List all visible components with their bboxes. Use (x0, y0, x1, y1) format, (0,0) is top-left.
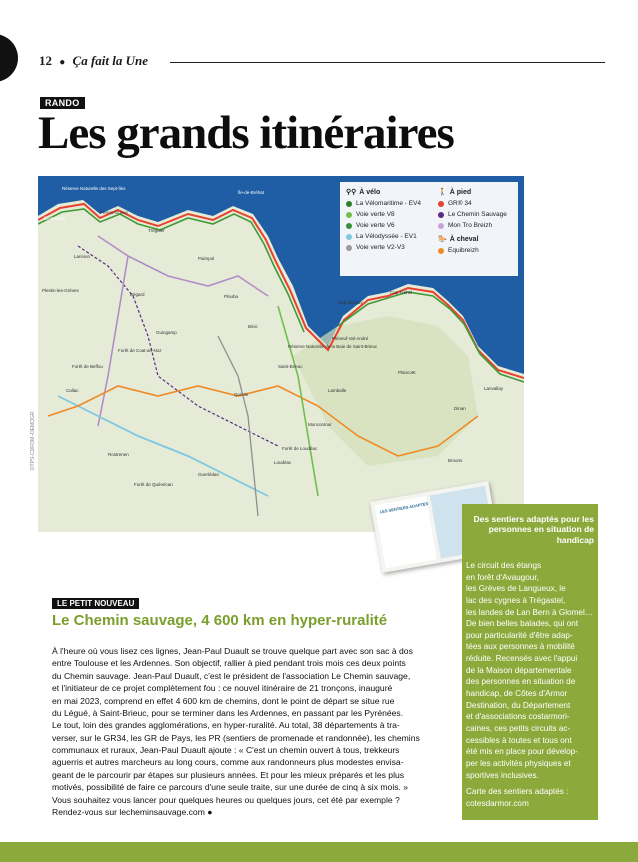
footer-band (0, 842, 638, 862)
map-legend (340, 182, 518, 276)
page-number: 12 (39, 53, 52, 68)
map-label: Rostrenen (108, 452, 129, 457)
map-label: Dinan (454, 406, 466, 411)
legend-item-label: Voie verte V6 (356, 222, 395, 229)
article-title: Le Chemin sauvage, 4 600 km en hyper-ruralité (52, 612, 388, 629)
map-label: Forêt de Beffou (72, 364, 103, 369)
legend-item (438, 200, 507, 207)
brochure-title: LES SENTIERS ADAPTÉS (379, 500, 429, 515)
article-tag: LE PETIT NOUVEAU (52, 598, 139, 609)
legend-horse-title: À cheval (449, 235, 479, 243)
page-edge-tab (0, 34, 18, 82)
legend-item (346, 244, 421, 251)
bike-icon: ⚲⚲ (346, 189, 357, 196)
map-label: Réserve Naturelle des Sept-Îles (62, 186, 126, 191)
map-label: Lannion (74, 254, 91, 259)
map-label: Lamballe (328, 388, 347, 393)
map-label: Moncontour (308, 422, 332, 427)
sidebar-footer: Carte des sentiers adaptés : cotesdarmor.com (466, 787, 569, 808)
map-label: Callac (66, 388, 79, 393)
legend-item-label: Equibreizh (448, 247, 479, 254)
map-label: Binic (248, 324, 258, 329)
legend-horse-head (438, 235, 507, 243)
legend-item (346, 211, 421, 218)
legend-foot-head (438, 188, 507, 196)
rubric-tag: RANDO (40, 97, 85, 109)
map-label: Paimpol (198, 256, 215, 261)
map-label: Île-de-Bréhat (238, 190, 265, 195)
sidebar-title: Des sentiers adaptés pour les personnes en situation de handicap (473, 514, 594, 545)
map-label: Tréguier (148, 228, 165, 233)
legend-item-label: Mon Tro Breizh (448, 222, 493, 229)
legend-foot-title: À pied (449, 188, 472, 196)
legend-item-label: GR® 34 (448, 200, 472, 207)
map-label: Plancoët (398, 370, 416, 375)
article-body: À l'heure où vous lisez ces lignes, Jean-Paul Duault se trouve quelque part avec son sac à dos entre Toulouse et les Ardennes. Son objectif, rallier à pied pendant trois mois ces deux points du Chemin sauvage. Jean-Paul Duault, c'est le président de l'association Le Chemin sauvage, et l'initiateur de ce projet complètement fou : ce nouvel itinéraire de 21 tronçons, inauguré en mai 2023, comprend en effet 4 600 km de chemins, dont le point de départ se situe rue du Légué, à Saint-Brieuc, pour se terminer dans les Ardennes, en passant par les Pyrénées. Le tout, loin des grandes agglomérations, en hyper-ruralité. Au total, 38 départements à tra- verser, sur le GR34, les GR de Pays, les PR (sentiers de promenade et randonnée), les chemins communaux et ruraux, Jean-Paul Duault ajoute : « C'est un chemin ouvert à tous, trekkeurs aguerris et autres marcheurs au long cours, comme aux randonneurs plus modestes envisa- geant de le parcourir par étapes sur plusieurs années. Et pour les mieux préparés et les plus motivés, possibilité de faire ce parcours d'une seule traite, sur une durée de cinq à six mois. » Vous souhaitez vous lancer pour quelques heures ou quelques jours, cet été par exemple ? Rendez-vous sur lecheminsauvage.com ● (52, 646, 420, 817)
map-label: Quintin (234, 392, 249, 397)
map-label: Lanvallay (484, 386, 504, 391)
map-label: Forêt de Coat-an-Noz (118, 348, 162, 353)
legend-item (346, 200, 421, 207)
legend-swatch (438, 248, 444, 254)
legend-item-label: La Vélomaritime - EV4 (356, 200, 422, 207)
legend-swatch (438, 201, 444, 207)
legend-bike-head (346, 188, 421, 196)
legend-swatch (438, 212, 444, 218)
legend-item (438, 211, 507, 218)
map-label: Perros-Guirec (100, 210, 129, 215)
header-rule (170, 62, 605, 63)
horse-icon: 🐎 (438, 236, 447, 243)
legend-swatch (346, 234, 352, 240)
legend-item (438, 247, 507, 254)
legend-swatch (346, 212, 352, 218)
map-label: Plestin-les-Grèves (42, 288, 79, 293)
legend-item-label: La Vélodyssée - EV1 (356, 233, 417, 240)
page-title: Les grands itinéraires (38, 107, 454, 159)
legend-foot (438, 188, 507, 258)
sidebar-box (462, 504, 598, 820)
map-label: Cap Fréhel (390, 290, 413, 295)
legend-swatch (438, 223, 444, 229)
running-header (39, 53, 148, 69)
map-label: Broons (448, 458, 463, 463)
map-label: Loudéac (274, 460, 292, 465)
map-label: Pléneuf-Val-André (332, 336, 369, 341)
map-label: Forêt de Quénécan (134, 482, 173, 487)
map-label: Saint-Brieuc (278, 364, 303, 369)
map-label: Île-Grande (44, 216, 66, 221)
legend-item-label: Voie verte V8 (356, 211, 395, 218)
legend-item (438, 222, 507, 229)
map-credit: DTPS-CDFOM–DEMOGR (30, 411, 36, 470)
section-name: Ça fait la Une (72, 53, 149, 68)
map-label: Plouha (224, 294, 239, 299)
legend-bike-title: À vélo (359, 188, 381, 196)
legend-swatch (346, 245, 352, 251)
legend-item (346, 222, 421, 229)
map-label: Forêt de Loudéac (282, 446, 318, 451)
legend-bike (346, 188, 421, 255)
map-label: Bégard (130, 292, 145, 297)
legend-item (346, 233, 421, 240)
map-label: Guerlédan (198, 472, 220, 477)
hiker-icon: 🚶 (438, 189, 447, 196)
map-label: Guingamp (156, 330, 177, 335)
map-label: Réserve Naturelle de la Baie de Saint-Brieuc (288, 344, 378, 349)
header-separator: ● (59, 57, 66, 68)
legend-swatch (346, 201, 352, 207)
sidebar-body: Le circuit des étangs en forêt d'Avaugour, les Grèves de Langueux, le lac des cygnes à Trégastel, les landes de Lan Bern à Glomel… De bien belles balades, qui ont pour particularité d'être adap- tées aux personnes à mobilité réduite. Recensés avec l'appui de la Maison départementale des personnes en situation de handicap, de Côtes d'Armor Destination, du Département et d'associations costarmori- caines, ces petits circuits ac- cessibles à toutes et tous ont été mis en place pour dévelop- per les activités physiques et sportives inclusives. (466, 561, 593, 780)
legend-swatch (346, 223, 352, 229)
legend-item-label: Voie verte V2-V3 (356, 244, 405, 251)
map-label: Cap d'Erquy (338, 300, 363, 305)
legend-item-label: Le Chemin Sauvage (448, 211, 507, 218)
